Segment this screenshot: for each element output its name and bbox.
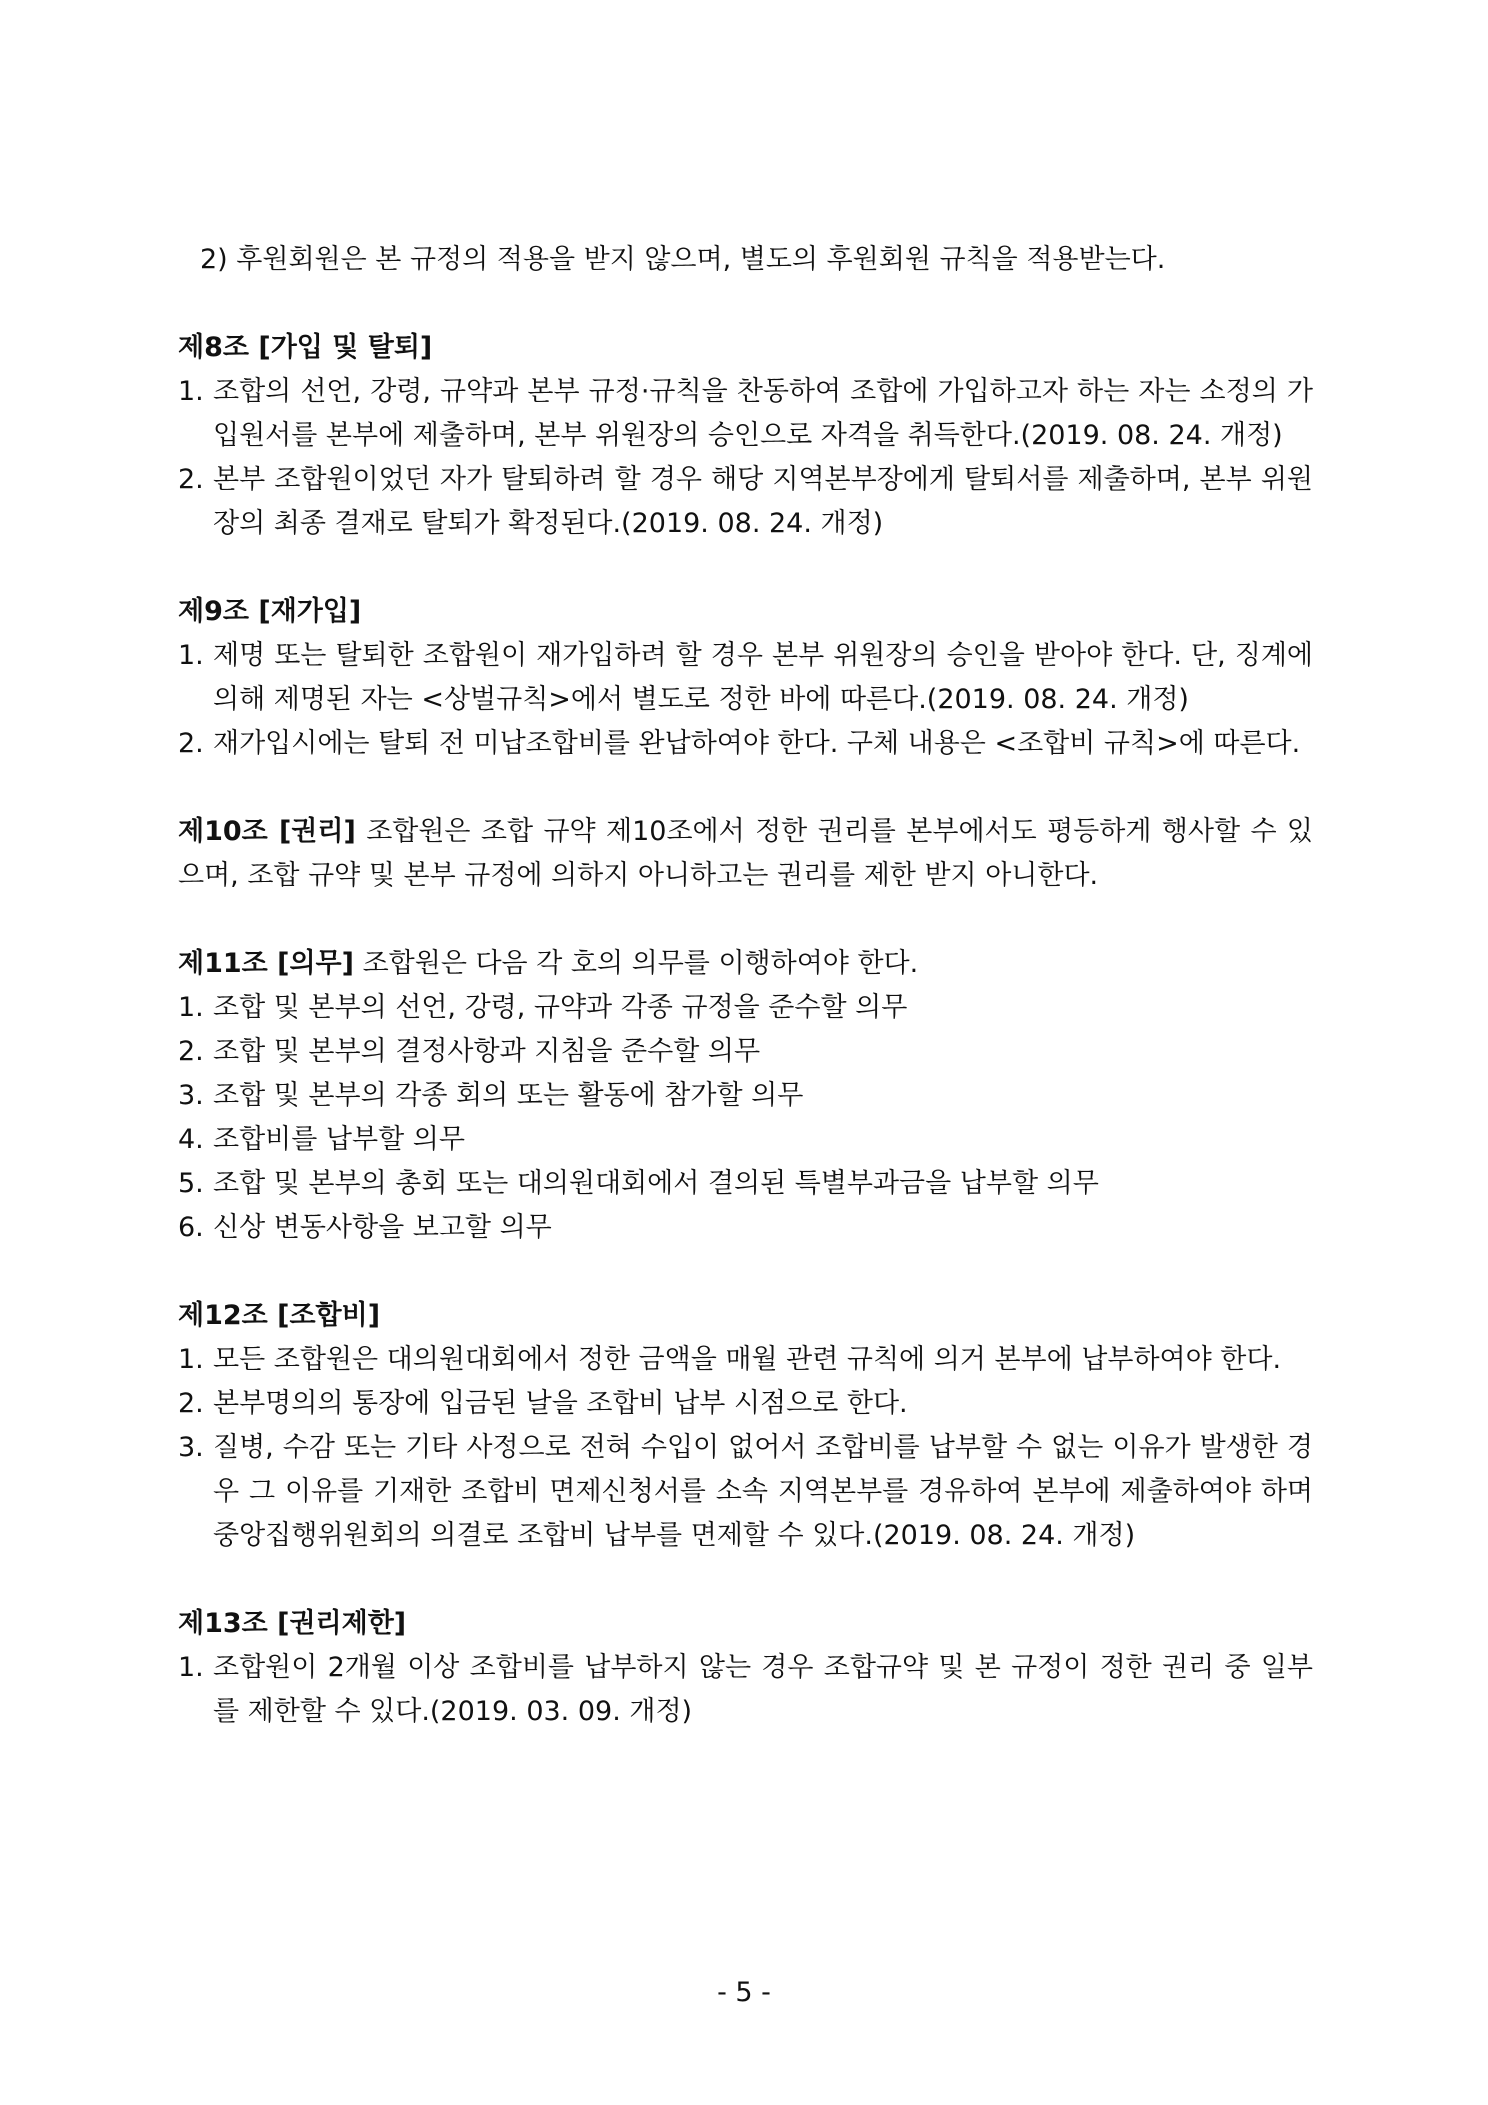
article-13-list	[178, 1646, 1313, 1734]
article-9	[178, 590, 1313, 766]
list-item: 1. 모든 조합원은 대의원대회에서 정한 금액을 매월 관련 규칙에 의거 본부에 납부하여야 한다.	[178, 1344, 1282, 1375]
article-11-list	[178, 986, 1313, 1250]
article-10-paragraph: 제10조 [권리] 조합원은 조합 규약 제10조에서 정한 권리를 본부에서도 평등하게 행사할 수 있으며, 조합 규약 및 본부 규정에 의하지 아니하고는 권리를 제한 받지 아니한다.	[178, 816, 1313, 891]
list-item: 2. 본부 조합원이었던 자가 탈퇴하려 할 경우 해당 지역본부장에게 탈퇴서를 제출하며, 본부 위원장의 최종 결재로 탈퇴가 확정된다.(2019. 08. 24. 개정)	[178, 464, 1313, 539]
list-item: 3. 질병, 수감 또는 기타 사정으로 전혀 수입이 없어서 조합비를 납부할 수 없는 이유가 발생한 경우 그 이유를 기재한 조합비 면제신청서를 소속 지역본부를 경유하여 본부에 제출하여야 하며 중앙집행위원회의 의결로 조합비 납부를 면제할 수 있다.(2019. 08. 24. 개정)	[178, 1432, 1313, 1551]
article-11-paragraph: 제11조 [의무] 조합원은 다음 각 호의 의무를 이행하여야 한다.	[178, 948, 919, 979]
article-12	[178, 1294, 1313, 1558]
list-item: 5. 조합 및 본부의 총회 또는 대의원대회에서 결의된 특별부과금을 납부할 의무	[178, 1168, 1099, 1199]
article-9-list	[178, 634, 1313, 766]
article-8	[178, 326, 1313, 546]
article-13	[178, 1602, 1313, 1734]
list-item: 4. 조합비를 납부할 의무	[178, 1124, 465, 1155]
article-9-title: 제9조 [재가입]	[178, 596, 362, 627]
list-item: 2. 본부명의의 통장에 입금된 날을 조합비 납부 시점으로 한다.	[178, 1388, 908, 1419]
page-number: - 5 -	[717, 1977, 771, 2008]
article-11-title: 제11조 [의무]	[178, 948, 354, 979]
sub-item-2: 2) 후원회원은 본 규정의 적용을 받지 않으며, 별도의 후원회원 규칙을 적용받는다.	[200, 244, 1166, 275]
document-body	[178, 238, 1313, 1734]
list-item: 3. 조합 및 본부의 각종 회의 또는 활동에 참가할 의무	[178, 1080, 804, 1111]
article-10	[178, 810, 1313, 898]
list-item: 1. 조합 및 본부의 선언, 강령, 규약과 각종 규정을 준수할 의무	[178, 992, 908, 1023]
article-11	[178, 942, 1313, 1250]
list-item: 2. 조합 및 본부의 결정사항과 지침을 준수할 의무	[178, 1036, 761, 1067]
article-12-title: 제12조 [조합비]	[178, 1300, 381, 1331]
list-item: 2. 재가입시에는 탈퇴 전 미납조합비를 완납하여야 한다. 구체 내용은 <조합비 규칙>에 따른다.	[178, 728, 1301, 759]
article-13-title: 제13조 [권리제한]	[178, 1608, 407, 1639]
list-item: 1. 조합원이 2개월 이상 조합비를 납부하지 않는 경우 조합규약 및 본 규정이 정한 권리 중 일부를 제한할 수 있다.(2019. 03. 09. 개정)	[178, 1652, 1313, 1727]
article-8-title: 제8조 [가입 및 탈퇴]	[178, 332, 433, 363]
list-item: 6. 신상 변동사항을 보고할 의무	[178, 1212, 552, 1243]
list-item: 1. 조합의 선언, 강령, 규약과 본부 규정·규칙을 찬동하여 조합에 가입하고자 하는 자는 소정의 가입원서를 본부에 제출하며, 본부 위원장의 승인으로 자격을 취득한다.(2019. 08. 24. 개정)	[178, 376, 1313, 451]
list-item: 1. 제명 또는 탈퇴한 조합원이 재가입하려 할 경우 본부 위원장의 승인을 받아야 한다. 단, 징계에 의해 제명된 자는 <상벌규칙>에서 별도로 정한 바에 따른다.(2019. 08. 24. 개정)	[178, 640, 1313, 715]
article-10-title: 제10조 [권리]	[178, 816, 356, 847]
article-8-list	[178, 370, 1313, 546]
article-12-list	[178, 1338, 1313, 1558]
